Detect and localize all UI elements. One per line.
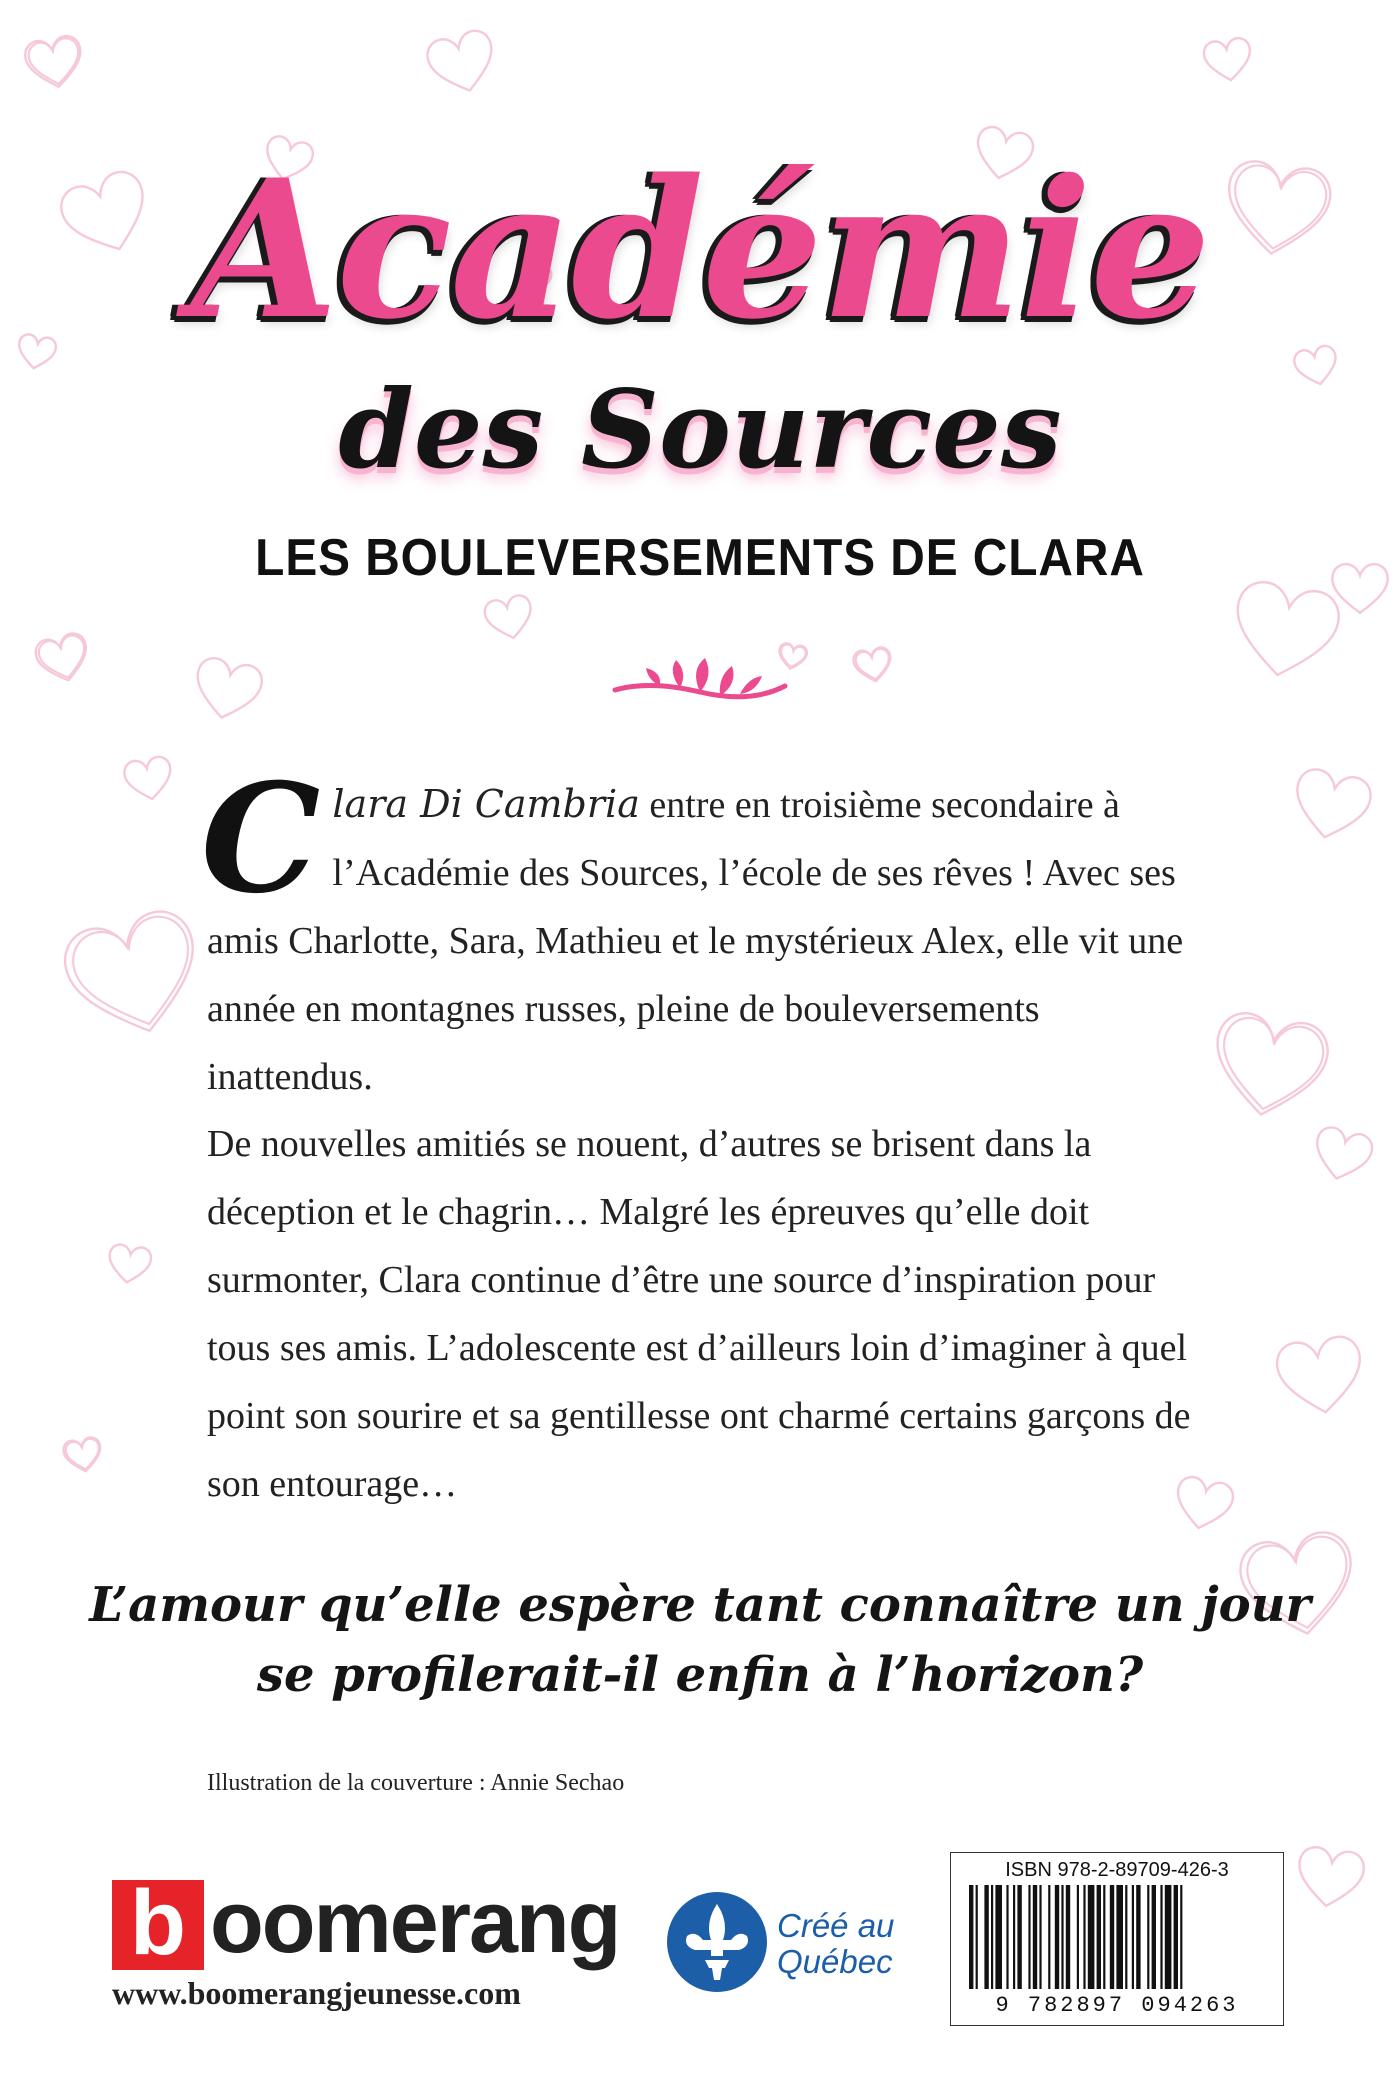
heart-outline-icon [33, 631, 93, 687]
floral-ornament-icon [610, 650, 790, 710]
heart-outline-icon [483, 593, 537, 642]
quebec-badge-line-1: Créé au [777, 1907, 895, 1944]
synopsis-paragraph-2: De nouvelles amitiés se nouent, d’autres se brisent dans la déception et le chagrin… Malgré les épreuves qu’elle doit surmonter, Clara continue d’être une source d’inspiration pour tous ses amis. L’adolescente est d’ailleurs loin d’imaginer à quel point son sourire et sa gentillesse ont charmé certains garçons de son entourage… [207, 1123, 1191, 1505]
series-title-line1: Académie [190, 138, 1210, 361]
heart-outline-icon [122, 755, 174, 803]
fleur-de-lis-icon [665, 1890, 770, 1995]
heart-outline-icon [1202, 37, 1253, 84]
character-name: lara Di Cambria [332, 782, 640, 826]
illustration-credit: Illustration de la couverture : Annie Sechao [207, 1770, 625, 1796]
synopsis-paragraph-1-text: entre en troisième secondaire à l’Académie des Sources, l’école de ses rêves ! Avec ses amis Charlotte, Sara, Mathieu et le mystérieux Alex, elle vit une année en montagnes russes, pleine de bouleversements inattendus. [207, 784, 1184, 1098]
quebec-badge-text [777, 1908, 894, 1980]
barcode-icon [965, 1885, 1269, 1997]
tagline-line-1: L’amour qu’elle espère tant connaître un jour [89, 1577, 1311, 1633]
quebec-badge-line-2: Québec [777, 1943, 893, 1980]
tagline [0, 1570, 1400, 1710]
book-subtitle: LES BOULEVERSEMENTS DE CLARA [255, 529, 1145, 587]
series-title-line2: des Sources [338, 367, 1062, 493]
drop-cap: C [201, 751, 321, 927]
quebec-badge [665, 1890, 925, 2000]
publisher-website: www.boomerangjeunesse.com [112, 1975, 521, 2011]
heart-outline-icon [1206, 1009, 1332, 1124]
heart-outline-icon [1227, 578, 1342, 683]
isbn-label: ISBN 978-2-89709-426-3 [1005, 1859, 1229, 1881]
heart-outline-icon [424, 27, 501, 99]
publisher-logo [112, 1872, 620, 1974]
barcode-number: 9 782897 094263 [995, 1993, 1239, 2018]
heart-outline-icon [1274, 1334, 1366, 1418]
heart-outline-icon [190, 655, 265, 724]
heart-outline-icon [852, 646, 894, 684]
publisher-logo-initial: b [112, 1880, 204, 1970]
heart-outline-icon [106, 1243, 152, 1285]
synopsis-paragraph-1 [201, 751, 1197, 1111]
heart-outline-icon [1309, 1125, 1375, 1186]
publisher-logo-text: oomerang [210, 1872, 620, 1971]
heart-outline-icon [62, 1436, 104, 1474]
heart-outline-icon [1294, 1845, 1366, 1910]
tagline-line-2: se profilerait-il enfin à l’horizon? [256, 1647, 1144, 1703]
heart-outline-icon [23, 34, 86, 92]
barcode-box [950, 1852, 1284, 2026]
heart-outline-icon [1288, 766, 1374, 845]
heart-outline-icon [58, 904, 212, 1047]
